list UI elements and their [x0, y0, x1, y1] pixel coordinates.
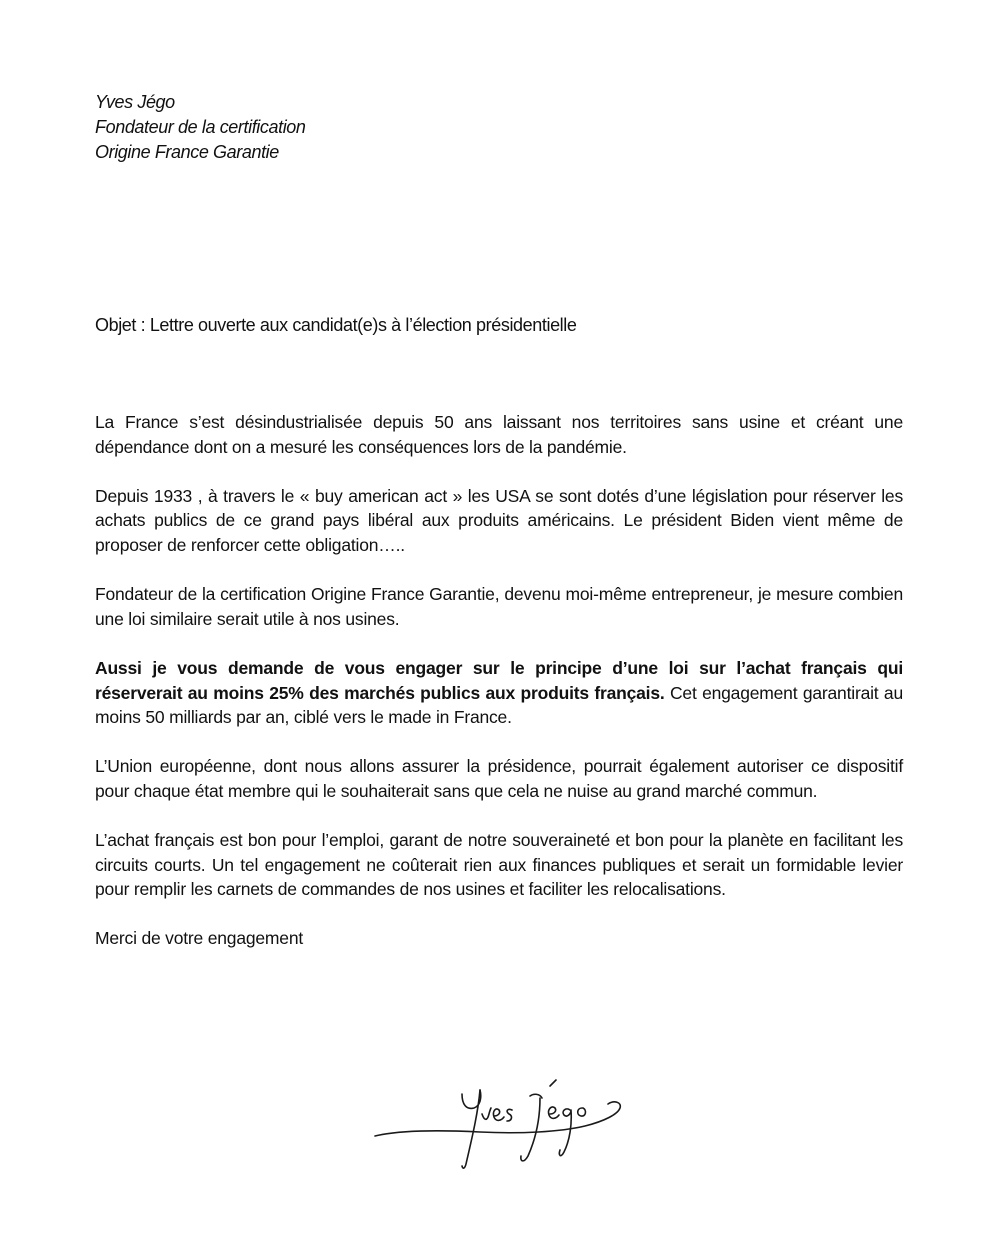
- paragraph-2: Depuis 1933 , à travers le « buy american act » les USA se sont dotés d’une législation pour réserver les achats publics de ce grand pays libéral aux produits américains. Le président Biden vient même de proposer de renforcer cette obligation…..: [95, 485, 903, 555]
- closing-line: Merci de votre engagement: [95, 928, 304, 949]
- letter-body: [95, 410, 903, 976]
- sender-block: [95, 90, 306, 165]
- handwritten-signature: [370, 1068, 630, 1176]
- paragraph-4-rest: Cet engagement garantirait au moins 50 milliards par an, ciblé vers le made in France.: [95, 682, 903, 728]
- paragraph-5: L’Union européenne, dont nous allons assurer la présidence, pourrait également autoriser ce dispositif pour chaque état membre qui le souhaiterait sans que cela ne nuise au grand marché commun.: [95, 756, 903, 801]
- sender-name: Yves Jégo: [95, 92, 175, 112]
- paragraph-4: [95, 656, 903, 730]
- paragraph-6: L’achat français est bon pour l’emploi, garant de notre souveraineté et bon pour la planète en facilitant les circuits courts. Un tel engagement ne coûterait rien aux finances publiques et serait un formidable levier pour remplir les carnets de commandes de nos usines et faciliter les relocalisations.: [95, 830, 903, 900]
- paragraph-1: La France s’est désindustrialisée depuis 50 ans laissant nos territoires sans usine et créant une dépendance dont on a mesuré les conséquences lors de la pandémie.: [95, 412, 903, 457]
- sender-title: Fondateur de la certification: [95, 117, 306, 137]
- paragraph-3: Fondateur de la certification Origine France Garantie, devenu moi-même entrepreneur, je mesure combien une loi similaire serait utile à nos usines.: [95, 584, 903, 629]
- paragraph-4-bold: Aussi je vous demande de vous engager sur le principe d’une loi sur l’achat français qui réserverait au moins 25% des marchés publics aux produits français.: [95, 657, 903, 703]
- letter-subject: Objet : Lettre ouverte aux candidat(e)s à l’élection présidentielle: [95, 315, 577, 335]
- sender-organization: Origine France Garantie: [95, 142, 279, 162]
